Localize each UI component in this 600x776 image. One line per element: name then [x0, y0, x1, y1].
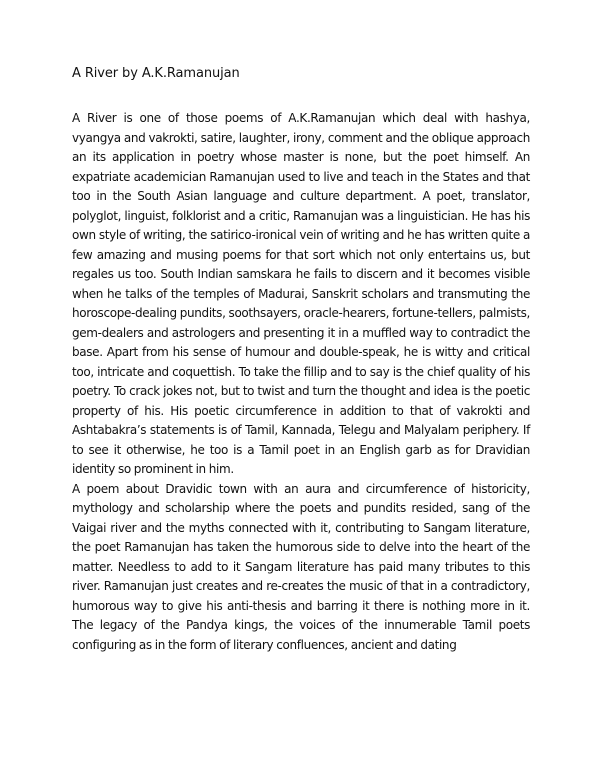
document-title: A River by A.K.Ramanujan [72, 66, 240, 81]
paragraph-1: A River is one of those poems of A.K.Ramanujan which deal with hashya, vyangya and vakrokti, satire, laughter, irony, comment and the oblique approach an its application in poetry whose master is none, but the poet himself. An expatriate academician Ramanujan used to live and teach in the States and that too in the South Asian language and culture department. A poet, translator, polyglot, linguist, folklorist and a critic, Ramanujan was a linguistician. He has his own style of writing, the satirico-ironical vein of writing and he has written quite a few amazing and musing poems for that sort which not only entertains us, but regales us too. South Indian samskara he fails to discern and it becomes visible when he talks of the temples of Madurai, Sanskrit scholars and transmuting the horoscope-dealing pundits, soothsayers, oracle-hearers, fortune-tellers, palmists, gem-dealers and astrologers and presenting it in a muffled way to contradict the base. Apart from his sense of humour and double-speak, he is witty and critical too, intricate and coquettish. To take the fillip and to say is the chief quality of his poetry. To crack jokes not, but to twist and turn the thought and idea is the poetic property of his. His poetic circumference in addition to that of vakrokti and Ashtabakra’s statements is of Tamil, Kannada, Telegu and Malyalam periphery. If to see it otherwise, he too is a Tamil poet in an English garb as for Dravidian identity so prominent in him. [72, 111, 530, 476]
document-body [72, 109, 530, 655]
paragraph-2: A poem about Dravidic town with an aura and circumference of historicity, mythology and scholarship where the poets and pundits resided, sang of the Vaigai river and the myths connected with it, contributing to Sangam literature, the poet Ramanujan has taken the humorous side to delve into the heart of the matter. Needless to add to it Sangam literature has paid many tributes to this river. Ramanujan just creates and re-creates the music of that in a contradictory, humorous way to give his anti-thesis and barring it there is nothing more in it. The legacy of the Pandya kings, the voices of the innumerable Tamil poets configuring as in the form of literary confluences, ancient and dating [72, 481, 530, 652]
